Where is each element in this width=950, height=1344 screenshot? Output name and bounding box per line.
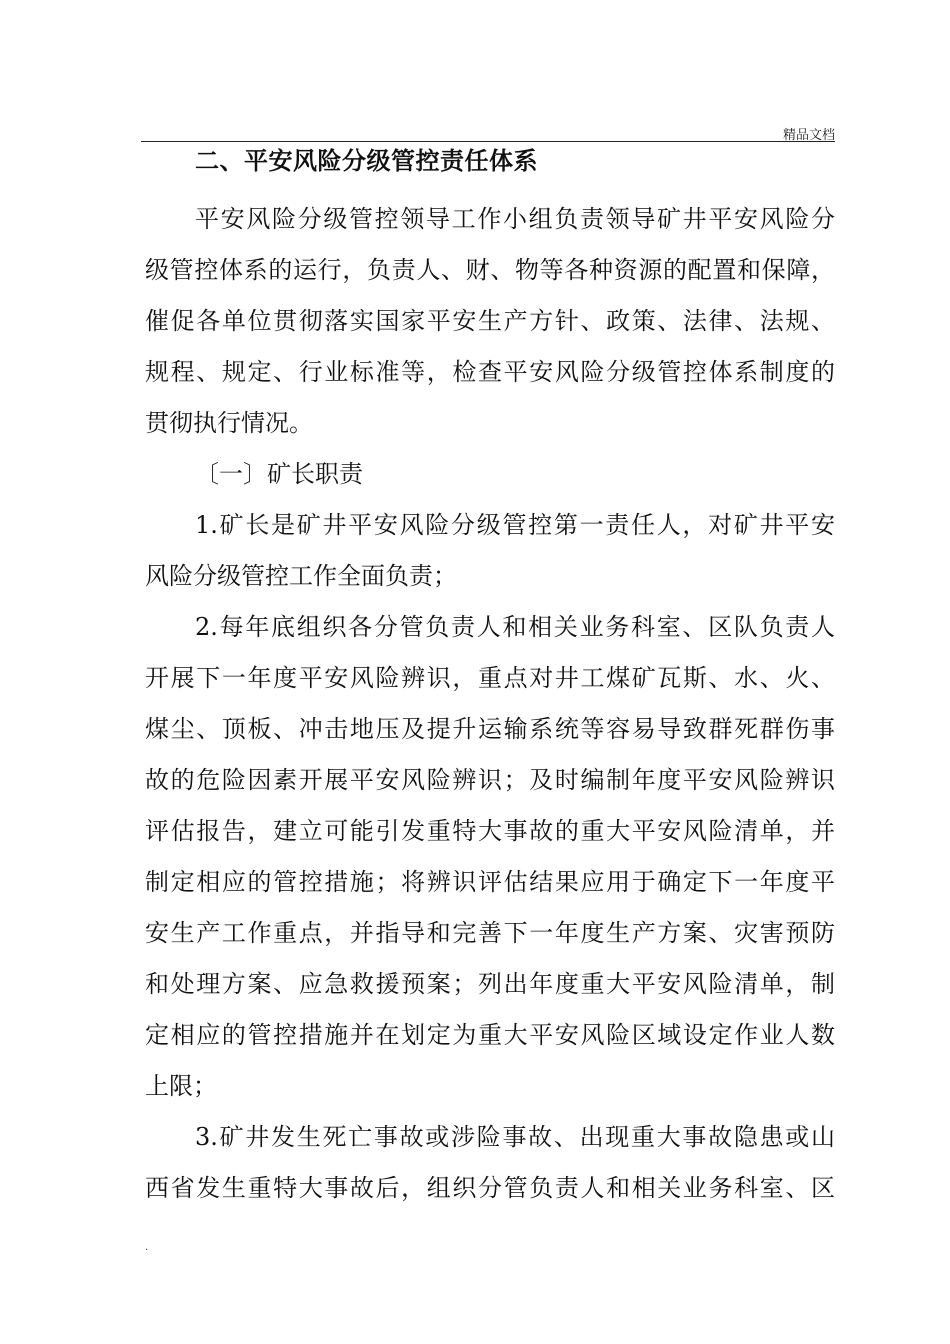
text-line: 安生产工作重点，并指导和完善下一年度生产方案、灾害预防 <box>145 919 835 947</box>
text-line: 贯彻执行情况。 <box>145 409 313 437</box>
text-line: 故的危险因素开展平安风险辨识；及时编制年度平安风险辨识 <box>145 766 835 794</box>
text-line: 〔一〕矿长职责 <box>195 460 363 488</box>
text-line: 评估报告，建立可能引发重特大事故的重大平安风险清单，并 <box>145 817 835 845</box>
text-line: 和处理方案、应急救援预案；列出年度重大平安风险清单，制 <box>145 970 835 998</box>
page-header-label: 精品文档 <box>782 128 835 143</box>
text-line: 1.矿长是矿井平安风险分级管控第一责任人，对矿井平安 <box>195 511 835 539</box>
paragraph-item-1 <box>145 500 835 602</box>
paragraph-intro <box>145 194 835 449</box>
document-body <box>145 143 835 1214</box>
text-line: 平安风险分级管控领导工作小组负责领导矿井平安风险分 <box>195 205 835 233</box>
text-line: 定相应的管控措施并在划定为重大平安风险区域设定作业人数 <box>145 1021 835 1049</box>
paragraph-item-3 <box>145 1112 835 1214</box>
text-line: 2.每年底组织各分管负责人和相关业务科室、区队负责人 <box>195 613 835 641</box>
header-divider <box>141 141 835 142</box>
text-line: 西省发生重特大事故后，组织分管负责人和相关业务科室、区 <box>145 1174 835 1202</box>
text-line: 制定相应的管控措施；将辨识评估结果应用于确定下一年度平 <box>145 868 835 896</box>
text-line: 开展下一年度平安风险辨识，重点对井工煤矿瓦斯、水、火、 <box>145 664 835 692</box>
footer-mark: . <box>145 1242 149 1253</box>
text-line: 风险分级管控工作全面负责； <box>145 562 457 590</box>
subsection-heading <box>145 449 835 500</box>
text-line: 上限； <box>145 1072 217 1100</box>
paragraph-item-2 <box>145 602 835 1112</box>
text-line: 规程、规定、行业标准等，检查平安风险分级管控体系制度的 <box>145 358 835 386</box>
text-line: 催促各单位贯彻落实国家平安生产方针、政策、法律、法规、 <box>145 307 835 335</box>
text-line: 级管控体系的运行，负责人、财、物等各种资源的配置和保障， <box>145 256 835 284</box>
text-line: 3.矿井发生死亡事故或涉险事故、出现重大事故隐患或山 <box>195 1123 835 1151</box>
text-line: 煤尘、顶板、冲击地压及提升运输系统等容易导致群死群伤事 <box>145 715 835 743</box>
section-title: 二、平安风险分级管控责任体系 <box>195 147 538 175</box>
